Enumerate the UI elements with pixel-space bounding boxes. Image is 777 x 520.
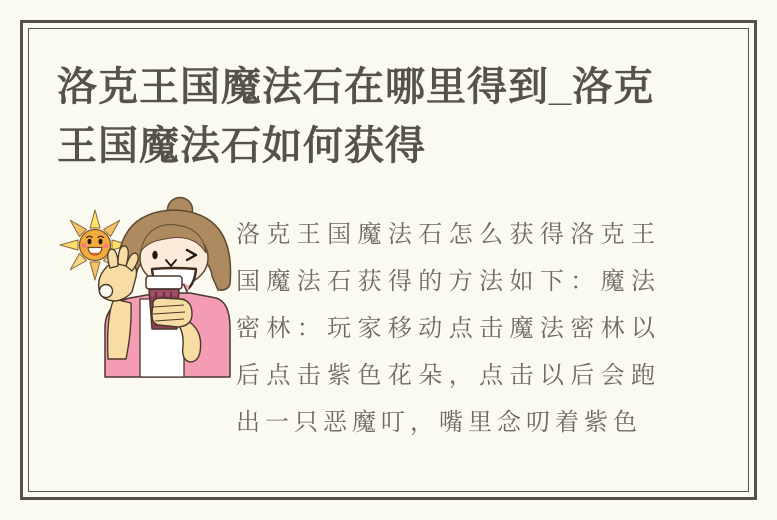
article-body: 洛克王国魔法石怎么获得洛克王国魔法石获得的方法如下：魔法密林：玩家移动点击魔法密林以后点击紫色花朵，点击以后会跑出一只恶魔叮，嘴里念叨着紫色 — [236, 220, 660, 436]
girl-sun-illustration — [52, 196, 232, 378]
article-title — [57, 58, 717, 176]
left-forearm — [108, 299, 132, 359]
title-line-2: 王国魔法石如何获得 — [57, 124, 426, 168]
girl-ok-sign-icon — [99, 198, 231, 378]
title-line-1: 洛克王国魔法石在哪里得到_洛克 — [57, 65, 655, 109]
left-eye — [152, 251, 157, 259]
